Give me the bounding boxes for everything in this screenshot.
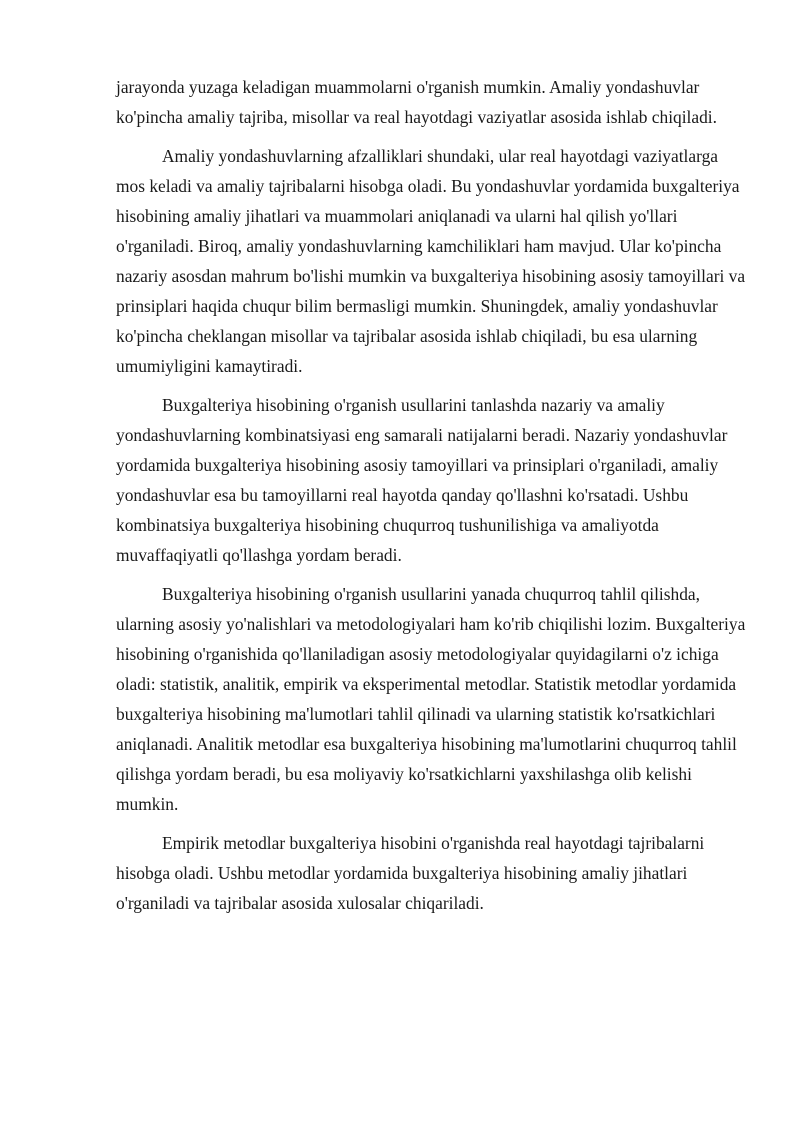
document-body [116,72,746,927]
paragraph-3: Buxgalteriya hisobining o'rganish usullarini tanlashda nazariy va amaliy yondashuvlarning kombinatsiyasi eng samarali natijalarni beradi. Nazariy yondashuvlar yordamida buxgalteriya hisobining asosiy tamoyillari va prinsiplari o'rganiladi, amaliy yondashuvlar esa bu tamoyillarni real hayotda qanday qo'llashni ko'rsatadi. Ushbu kombinatsiya buxgalteriya hisobining chuqurroq tushunilishiga va amaliyotda muvaffaqiyatli qo'llashga yordam beradi. [116,395,728,565]
paragraph-5: Empirik metodlar buxgalteriya hisobini o'rganishda real hayotdagi tajribalarni hisobga oladi. Ushbu metodlar yordamida buxgalteriya hisobining amaliy jihatlari o'rganiladi va tajribalar asosida xulosalar chiqariladi. [116,833,705,913]
paragraph-2: Amaliy yondashuvlarning afzalliklari shundaki, ular real hayotdagi vaziyatlarga mos keladi va amaliy tajribalarni hisobga oladi. Bu yondashuvlar yordamida buxgalteriya hisobining amaliy jihatlari va muammolari aniqlanadi va ularni hal qilish yo'llari o'rganiladi. Biroq, amaliy yondashuvlarning kamchiliklari ham mavjud. Ular ko'pincha nazariy asosdan mahrum bo'lishi mumkin va buxgalteriya hisobining asosiy tamoyillari va prinsiplari haqida chuqur bilim bermasligi mumkin. Shuningdek, amaliy yondashuvlar ko'pincha cheklangan misollar va tajribalar asosida ishlab chiqiladi, bu esa ularning umumiyligini kamaytiradi. [116,146,746,376]
paragraph-4: Buxgalteriya hisobining o'rganish usullarini yanada chuqurroq tahlil qilishda, ularning asosiy yo'nalishlari va metodologiyalari ham ko'rib chiqilishi lozim. Buxgalteriya hisobining o'rganishida qo'llaniladigan asosiy metodologiyalar quyidagilarni o'z ichiga oladi: statistik, analitik, empirik va eksperimental metodlar. Statistik metodlar yordamida buxgalteriya hisobining ma'lumotlari tahlil qilinadi va ularning statistik ko'rsatkichlari aniqlanadi. Analitik metodlar esa buxgalteriya hisobining ma'lumotlarini chuqurroq tahlil qilishga yordam beradi, bu esa moliyaviy ko'rsatkichlarni yaxshilashga olib kelishi mumkin. [116,584,746,814]
paragraph-1: jarayonda yuzaga keladigan muammolarni o'rganish mumkin. Amaliy yondashuvlar ko'pincha amaliy tajriba, misollar va real hayotdagi vaziyatlar asosida ishlab chiqiladi. [116,77,717,127]
